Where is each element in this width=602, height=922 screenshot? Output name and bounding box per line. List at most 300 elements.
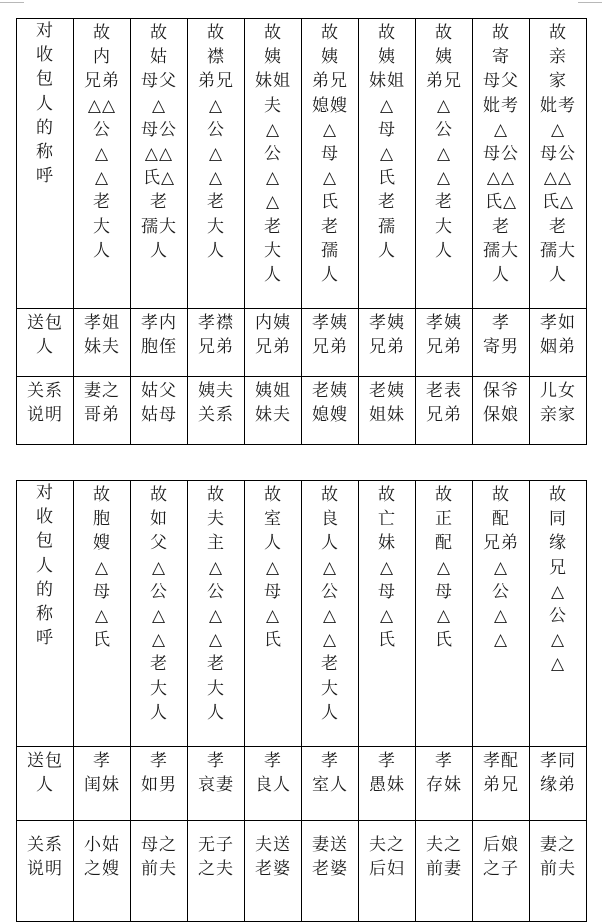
address-text: △ (550, 654, 566, 675)
address-text: △△ (144, 144, 174, 165)
relation-text: 保爷 (483, 381, 519, 401)
address-text: △ (493, 557, 509, 578)
address-text: 氏 (264, 630, 282, 651)
label-text: 人 (36, 775, 54, 796)
sender-text: 兄弟 (255, 337, 291, 358)
relation-text: 之子 (483, 859, 519, 880)
relation-row (17, 821, 587, 922)
address-text: 人 (378, 240, 396, 261)
address-text: △ (151, 557, 167, 578)
address-label-cell (17, 481, 74, 747)
address-text: △ (151, 95, 167, 116)
address-text: 故 (549, 485, 567, 505)
address-text: 人 (150, 702, 168, 723)
address-text: △ (265, 119, 281, 140)
sender-text: 孝 (378, 751, 396, 771)
address-text: △ (265, 192, 281, 213)
address-cell (416, 481, 473, 747)
sender-cell (302, 309, 359, 377)
address-cell (188, 19, 245, 309)
address-text: 父 (150, 533, 168, 554)
sender-text: 孝姐 (84, 313, 120, 333)
address-text: 氏 (93, 630, 111, 651)
sender-text: 姻弟 (540, 337, 576, 358)
sender-text: 弟兄 (483, 775, 519, 796)
address-text: △ (493, 630, 509, 651)
relation-cell (188, 377, 245, 445)
address-text: △ (94, 168, 110, 189)
address-text: 亡 (378, 509, 396, 530)
relation-cell (302, 821, 359, 922)
address-text: 氏 (321, 192, 339, 213)
address-text: 公 (264, 144, 282, 165)
address-text: 老 (321, 216, 339, 237)
address-text: 正 (435, 509, 453, 530)
sender-text: 室人 (312, 775, 348, 796)
address-text: △△ (543, 168, 573, 189)
address-text: 人 (321, 533, 339, 554)
address-text: 胞 (93, 509, 111, 530)
relation-cell (473, 821, 530, 922)
address-cell (530, 19, 587, 309)
address-text: 人 (435, 240, 453, 261)
address-text: △ (94, 606, 110, 627)
relation-text: 老表 (426, 381, 462, 401)
address-text: △ (550, 630, 566, 651)
page-corner-mark-left (0, 2, 24, 3)
relation-text: 之嫂 (84, 859, 120, 880)
relation-cell (302, 377, 359, 445)
relation-text: 姑母 (141, 405, 177, 426)
label-text: 呼 (36, 166, 54, 187)
address-text: 人 (264, 265, 282, 286)
address-text: △ (265, 606, 281, 627)
address-text: △ (208, 95, 224, 116)
address-text: △ (151, 630, 167, 651)
address-text: 公 (492, 581, 510, 602)
address-text: 如 (150, 509, 168, 530)
address-text: 母 (378, 119, 396, 140)
address-cell (473, 19, 530, 309)
label-text: 称 (36, 604, 54, 625)
address-cell (530, 481, 587, 747)
relation-cell (74, 821, 131, 922)
sender-text: 哀妻 (198, 775, 234, 796)
label-text: 呼 (36, 628, 54, 649)
address-text: 缘 (549, 533, 567, 554)
sender-text: 孝襟 (198, 313, 234, 333)
sender-cell (530, 309, 587, 377)
address-cell (473, 481, 530, 747)
sender-text: 孝 (435, 751, 453, 771)
address-text: 氏 (435, 630, 453, 651)
address-text: 同 (549, 509, 567, 530)
address-text: △ (379, 95, 395, 116)
address-text: 母公 (483, 144, 519, 165)
sender-row (17, 747, 587, 821)
relation-cell (131, 377, 188, 445)
address-text: △△ (486, 168, 516, 189)
label-text: 人 (36, 555, 54, 576)
sender-cell (530, 747, 587, 821)
address-cell (245, 19, 302, 309)
relation-text: 姨夫 (198, 381, 234, 401)
relation-cell (473, 377, 530, 445)
address-text: 人 (321, 702, 339, 723)
address-text: 姨 (435, 47, 453, 68)
address-text: 老 (150, 192, 168, 213)
label-text: 称 (36, 142, 54, 163)
relation-text: 媳嫂 (312, 405, 348, 426)
address-text: 大 (321, 678, 339, 699)
sender-text: 孝 (207, 751, 225, 771)
sender-text: 孝如 (540, 313, 576, 333)
relation-cell (245, 821, 302, 922)
address-text: 家 (549, 71, 567, 92)
address-text: 故 (207, 485, 225, 505)
label-text: 人 (36, 337, 54, 358)
address-text: △ (94, 557, 110, 578)
sender-cell (416, 747, 473, 821)
relation-text: 妹夫 (255, 405, 291, 426)
address-text: 故 (264, 485, 282, 505)
address-text: 母 (435, 581, 453, 602)
label-text: 的 (36, 579, 54, 600)
sender-cell (188, 747, 245, 821)
sender-cell (74, 747, 131, 821)
sender-text: 孝姨 (312, 313, 348, 333)
address-text: 老 (93, 192, 111, 213)
address-text: △ (322, 557, 338, 578)
address-text: 母 (378, 581, 396, 602)
address-text: 老 (207, 192, 225, 213)
address-text: 母 (93, 581, 111, 602)
address-text: 母公 (141, 119, 177, 140)
kinship-address-table-2 (16, 480, 587, 922)
address-cell (359, 19, 416, 309)
address-text: 母父 (141, 71, 177, 92)
relation-text: 关系 (198, 405, 234, 426)
address-text: 姨 (264, 47, 282, 68)
relation-text: 之夫 (198, 859, 234, 880)
address-text: 故 (378, 23, 396, 43)
address-text: △ (436, 144, 452, 165)
relation-label-cell (17, 821, 74, 922)
sender-text: 兄弟 (312, 337, 348, 358)
sender-cell (473, 747, 530, 821)
address-text: 亲 (549, 47, 567, 68)
sender-text: 闺妹 (84, 775, 120, 796)
relation-text: 姨姐 (255, 381, 291, 401)
address-cell (302, 19, 359, 309)
relation-text: 前夫 (540, 859, 576, 880)
address-cell (245, 481, 302, 747)
sender-text: 兄弟 (369, 337, 405, 358)
relation-cell (188, 821, 245, 922)
address-text: 故 (93, 23, 111, 43)
sender-cell (131, 309, 188, 377)
address-text: △ (208, 606, 224, 627)
address-label-cell (17, 19, 74, 309)
address-cell (416, 19, 473, 309)
address-text: 人 (207, 702, 225, 723)
relation-label-cell (17, 377, 74, 445)
address-text: 故 (93, 485, 111, 505)
relation-cell (359, 821, 416, 922)
relation-text: 夫之 (369, 835, 405, 855)
relation-cell (245, 377, 302, 445)
address-text: 故 (435, 23, 453, 43)
label-text: 对 (36, 21, 54, 41)
address-text: 大 (207, 678, 225, 699)
address-text: 妣考 (540, 95, 576, 116)
address-text: 母父 (483, 71, 519, 92)
address-text: 寄 (492, 47, 510, 68)
sender-text: 兄弟 (426, 337, 462, 358)
sender-text: 孝配 (483, 751, 519, 771)
address-text: 故 (150, 23, 168, 43)
address-text: 故 (492, 485, 510, 505)
address-text: 妣考 (483, 95, 519, 116)
address-text: △ (265, 168, 281, 189)
address-text: 配 (435, 533, 453, 554)
address-text: △ (550, 119, 566, 140)
sender-text: 孝内 (141, 313, 177, 333)
address-text: 故 (378, 485, 396, 505)
address-cell (302, 481, 359, 747)
address-text: 兄弟 (84, 71, 120, 92)
address-text: △△ (87, 95, 117, 116)
relation-text: 无子 (198, 835, 234, 855)
label-text: 包 (36, 531, 54, 552)
label-text: 说明 (27, 405, 63, 426)
relation-text: 哥弟 (84, 405, 120, 426)
relation-text: 儿女 (540, 381, 576, 401)
relation-text: 母之 (141, 835, 177, 855)
address-text: 配 (492, 509, 510, 530)
address-text: 母 (264, 581, 282, 602)
address-text: 大 (93, 216, 111, 237)
sender-text: 孝 (492, 313, 510, 333)
address-text: △ (436, 557, 452, 578)
relation-cell (416, 377, 473, 445)
relation-text: 前妻 (426, 859, 462, 880)
sender-cell (359, 309, 416, 377)
sender-text: 孝 (150, 751, 168, 771)
sender-text: 孝 (321, 751, 339, 771)
relation-text: 老姨 (312, 381, 348, 401)
address-text: 人 (321, 265, 339, 286)
kinship-address-table-1 (16, 18, 587, 445)
relation-text: 夫送 (255, 835, 291, 855)
relation-text: 老婆 (255, 859, 291, 880)
address-text: 孺大 (540, 240, 576, 261)
sender-cell (188, 309, 245, 377)
address-text: 弟兄 (312, 71, 348, 92)
address-text: 公 (207, 119, 225, 140)
address-text: △ (322, 168, 338, 189)
sender-cell (245, 309, 302, 377)
address-text: 老 (378, 192, 396, 213)
relation-text: 后妇 (369, 859, 405, 880)
relation-text: 妻送 (312, 835, 348, 855)
address-text: △ (436, 606, 452, 627)
relation-text: 前夫 (141, 859, 177, 880)
sender-text: 缘弟 (540, 775, 576, 796)
address-text: △ (322, 606, 338, 627)
sender-text: 寄男 (483, 337, 519, 358)
label-text: 关系 (27, 835, 63, 855)
relation-text: 老婆 (312, 859, 348, 880)
label-text: 人 (36, 93, 54, 114)
address-text: 老 (321, 654, 339, 675)
address-text: △ (322, 630, 338, 651)
address-cell (188, 481, 245, 747)
relation-text: 妻之 (540, 835, 576, 855)
sender-text: 孝 (93, 751, 111, 771)
address-cell (131, 481, 188, 747)
sender-text: 存妹 (426, 775, 462, 796)
sender-row (17, 309, 587, 377)
address-text: 故 (492, 23, 510, 43)
address-text: 大 (150, 678, 168, 699)
relation-text: 保娘 (483, 405, 519, 426)
sender-label-cell (17, 747, 74, 821)
sender-text: 如男 (141, 775, 177, 796)
label-text: 说明 (27, 859, 63, 880)
address-text: 妹姐 (255, 71, 291, 92)
address-text: 大 (435, 216, 453, 237)
address-text: 公 (435, 119, 453, 140)
address-text: 老 (264, 216, 282, 237)
relation-text: 兄弟 (426, 405, 462, 426)
address-text: 公 (321, 581, 339, 602)
sender-text: 孝姨 (369, 313, 405, 333)
label-text: 关系 (27, 381, 63, 401)
address-text: 内 (93, 47, 111, 68)
address-row (17, 481, 587, 747)
address-text: △ (322, 119, 338, 140)
address-text: 孺大 (141, 216, 177, 237)
address-text: △ (379, 144, 395, 165)
address-text: △ (436, 95, 452, 116)
address-text: △ (493, 606, 509, 627)
address-text: 故 (321, 485, 339, 505)
address-text: 姨 (321, 47, 339, 68)
address-text: 姨 (378, 47, 396, 68)
address-text: 公 (150, 581, 168, 602)
sender-text: 愚妹 (369, 775, 405, 796)
address-text: 故 (150, 485, 168, 505)
address-cell (74, 481, 131, 747)
address-cell (131, 19, 188, 309)
address-text: 室 (264, 509, 282, 530)
sender-cell (74, 309, 131, 377)
address-text: 氏 (378, 168, 396, 189)
relation-cell (530, 377, 587, 445)
address-text: 孺 (378, 216, 396, 237)
address-text: 姑 (150, 47, 168, 68)
relation-text: 小姑 (84, 835, 120, 855)
sender-cell (245, 747, 302, 821)
address-text: 夫 (207, 509, 225, 530)
address-text: 故 (207, 23, 225, 43)
address-text: 氏△ (484, 192, 518, 213)
address-text: 故 (549, 23, 567, 43)
relation-text: 亲家 (540, 405, 576, 426)
address-text: △ (208, 168, 224, 189)
address-text: 兄 (549, 557, 567, 578)
label-text: 送包 (27, 313, 63, 333)
sender-label-cell (17, 309, 74, 377)
address-text: 老 (150, 654, 168, 675)
sender-text: 良人 (255, 775, 291, 796)
address-cell (74, 19, 131, 309)
address-text: 兄弟 (483, 533, 519, 554)
sender-text: 孝姨 (426, 313, 462, 333)
address-text: 故 (321, 23, 339, 43)
address-text: 人 (492, 265, 510, 286)
address-text: 氏△ (142, 168, 176, 189)
address-text: 良 (321, 509, 339, 530)
relation-text: 妻之 (84, 381, 120, 401)
address-text: 故 (435, 485, 453, 505)
address-text: 人 (264, 533, 282, 554)
relation-text: 后娘 (483, 835, 519, 855)
address-text: 人 (93, 240, 111, 261)
address-text: 大 (207, 216, 225, 237)
relation-text: 夫之 (426, 835, 462, 855)
sender-text: 孝 (264, 751, 282, 771)
relation-text: 老姨 (369, 381, 405, 401)
address-text: 公 (93, 119, 111, 140)
sender-text: 孝同 (540, 751, 576, 771)
address-text: 嫂 (93, 533, 111, 554)
address-text: 老 (492, 216, 510, 237)
address-row (17, 19, 587, 309)
address-text: 氏△ (541, 192, 575, 213)
label-text: 包 (36, 69, 54, 90)
address-text: △ (151, 606, 167, 627)
relation-cell (359, 377, 416, 445)
address-text: 夫 (264, 95, 282, 116)
relation-cell (530, 821, 587, 922)
address-text: 老 (435, 192, 453, 213)
address-text: △ (265, 557, 281, 578)
label-text: 对 (36, 483, 54, 503)
address-text: 妹 (378, 533, 396, 554)
address-text: △ (208, 557, 224, 578)
address-text: △ (379, 606, 395, 627)
address-text: 故 (264, 23, 282, 43)
address-text: 大 (264, 240, 282, 261)
address-text: 主 (207, 533, 225, 554)
sender-text: 兄弟 (198, 337, 234, 358)
relation-cell (131, 821, 188, 922)
relation-cell (416, 821, 473, 922)
address-text: 母 (321, 144, 339, 165)
address-text: 弟兄 (198, 71, 234, 92)
page-corner-mark-right (578, 2, 602, 3)
address-text: 襟 (207, 47, 225, 68)
address-text: 氏 (378, 630, 396, 651)
sender-cell (302, 747, 359, 821)
address-text: △ (550, 581, 566, 602)
address-text: △ (208, 630, 224, 651)
address-text: △ (493, 119, 509, 140)
sender-text: 胞侄 (141, 337, 177, 358)
address-text: 弟兄 (426, 71, 462, 92)
